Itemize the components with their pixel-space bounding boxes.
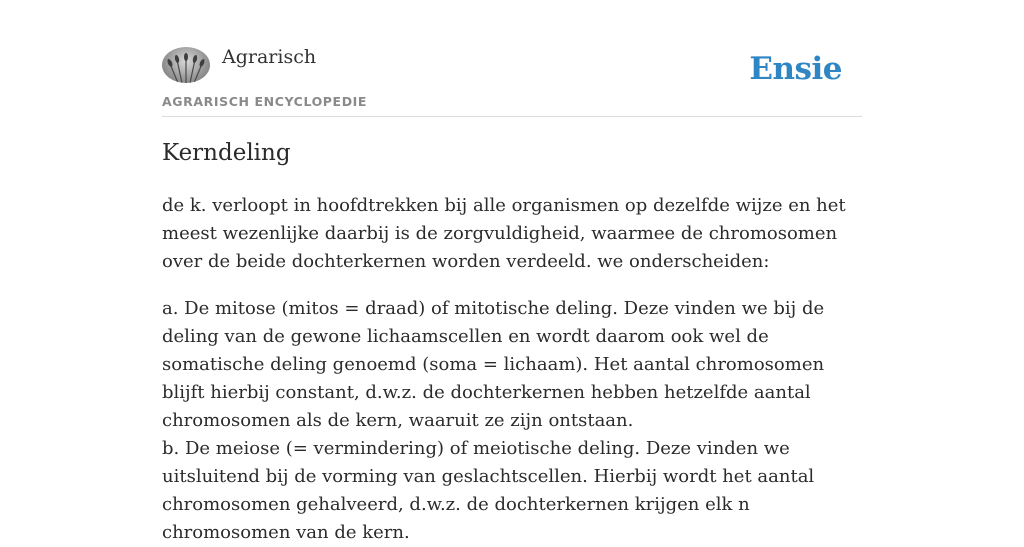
paragraph: de k. verloopt in hoofdtrekken bij alle organismen op dezelfde wijze en het meest wezenlijke daarbij is de zorgvuldigheid, waarmee de chromosomen over de beide dochterkernen worden verdeeld. we onderscheiden:	[162, 195, 846, 272]
wheat-icon[interactable]	[162, 47, 210, 83]
page-container	[162, 0, 862, 543]
paragraph: a. De mitose (mitos = draad) of mitotische deling. Deze vinden we bij de deling van de gewone lichaamscellen en wordt daarom ook wel de somatische deling genoemd (soma = lichaam). Het aantal chromosomen blijft hierbij constant, d.w.z. de dochterkernen hebben hetzelfde aantal chromosomen als de kern, waaruit ze zijn ontstaan.	[162, 298, 825, 431]
article-title: Kerndeling	[162, 140, 291, 166]
source-subtitle: AGRARISCH ENCYCLOPEDIE	[162, 94, 368, 109]
header	[162, 0, 862, 117]
source-title[interactable]: Agrarisch	[222, 46, 317, 68]
brand-logo[interactable]: Ensie	[749, 51, 842, 87]
paragraph: b. De meiose (= vermindering) of meiotische deling. Deze vinden we uitsluitend bij de vorming van geslachtscellen. Hierbij wordt het aantal chromosomen gehalveerd, d.w.z. de dochterkernen krijgen elk n chromosomen van de kern.	[162, 438, 815, 543]
article-body	[162, 192, 862, 547]
